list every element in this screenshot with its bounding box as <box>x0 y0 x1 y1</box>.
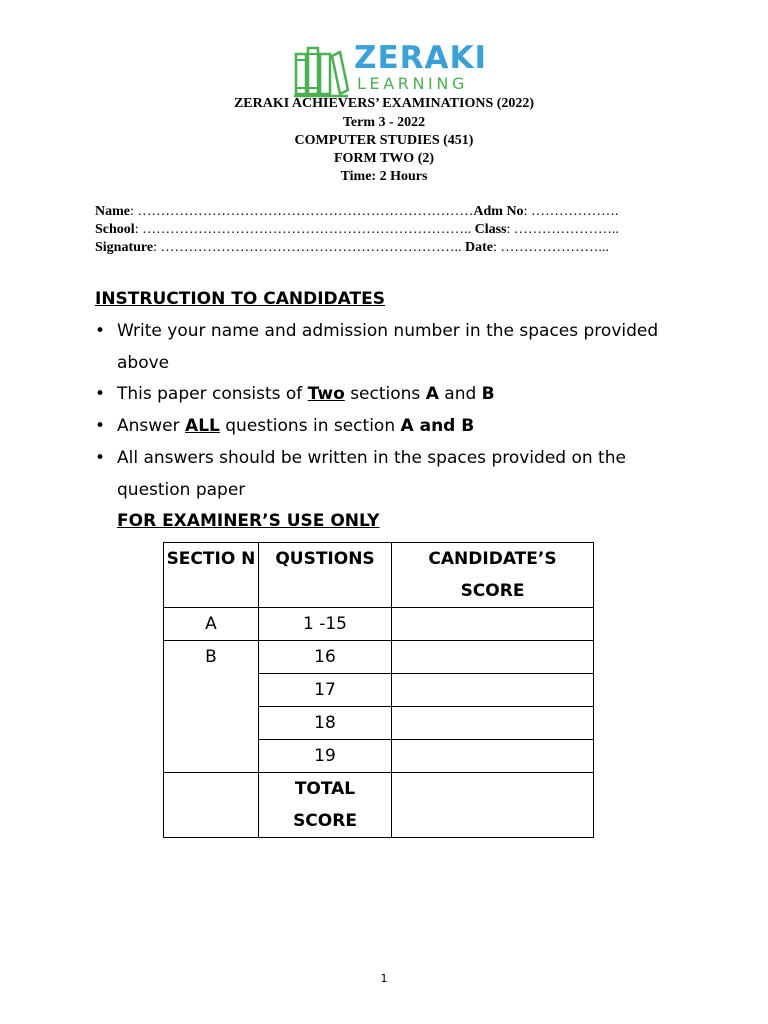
term-line: Term 3 - 2022 <box>342 115 426 130</box>
instruction-text: Write your name and admission number in the spaces provided above <box>117 321 659 373</box>
logo-text-learning: LEARNING <box>357 74 468 93</box>
class-label: Class <box>474 222 507 237</box>
questions-cell: 16 <box>259 641 392 674</box>
instruction-text: Answer ALL questions in section A and B <box>117 416 475 436</box>
examiner-title: FOR EXAMINER’S USE ONLY <box>117 511 380 531</box>
score-cell[interactable] <box>392 641 594 674</box>
score-cell[interactable] <box>392 674 594 707</box>
instruction-text: All answers should be written in the spaces provided on the question paper <box>117 448 626 500</box>
questions-cell: 17 <box>259 674 392 707</box>
score-cell[interactable] <box>392 707 594 740</box>
name-row <box>95 204 715 220</box>
score-cell[interactable] <box>392 740 594 773</box>
name-label: Name <box>95 204 130 219</box>
bullet-icon: • <box>95 384 106 404</box>
header-section: SECTIO N <box>164 543 259 608</box>
header-questions: QUSTIONS <box>259 543 392 608</box>
name-field[interactable]: : ……………………………………………………………… <box>130 204 474 219</box>
bullet-icon: • <box>95 321 106 341</box>
school-label: School <box>95 222 135 237</box>
zeraki-logo <box>294 40 488 96</box>
school-field[interactable]: : …………………………………………………………….. <box>134 222 472 237</box>
total-score-cell[interactable] <box>392 773 594 838</box>
page-number: 1 <box>380 972 388 985</box>
instructions-title: INSTRUCTION TO CANDIDATES <box>95 289 385 309</box>
subject-line: COMPUTER STUDIES (451) <box>294 133 474 148</box>
form-line: FORM TWO (2) <box>333 151 435 166</box>
date-label: Date <box>464 240 493 255</box>
table-header-row <box>164 543 594 608</box>
class-field[interactable]: : ………………….. <box>506 222 619 237</box>
total-row <box>164 773 594 838</box>
total-label: TOTAL SCORE <box>259 773 392 838</box>
table-row <box>164 641 594 674</box>
section-cell: B <box>164 641 259 773</box>
questions-cell: 1 -15 <box>259 608 392 641</box>
total-section-cell <box>164 773 259 838</box>
books-icon <box>294 46 350 98</box>
adm-label: Adm No <box>473 204 524 219</box>
exam-title: ZERAKI ACHIEVERS’ EXAMINATIONS (2022) <box>233 96 535 111</box>
questions-cell: 18 <box>259 707 392 740</box>
school-row <box>95 222 715 238</box>
adm-field[interactable]: : ………………. <box>523 204 619 219</box>
header-score: CANDIDATE’S SCORE <box>392 543 594 608</box>
bullet-icon: • <box>95 448 106 468</box>
section-cell: A <box>164 608 259 641</box>
time-line: Time: 2 Hours <box>340 169 428 184</box>
table-row <box>164 608 594 641</box>
signature-label: Signature <box>95 240 154 255</box>
score-table <box>163 542 594 838</box>
logo-text-zeraki: ZERAKI <box>354 40 488 76</box>
signature-field[interactable]: : ……………………………………………………….. <box>153 240 462 255</box>
questions-cell: 19 <box>259 740 392 773</box>
date-field[interactable]: : …………………... <box>492 240 609 255</box>
instruction-text: This paper consists of Two sections A and B <box>117 384 495 404</box>
score-cell[interactable] <box>392 608 594 641</box>
signature-row <box>95 240 715 256</box>
bullet-icon: • <box>95 416 106 436</box>
